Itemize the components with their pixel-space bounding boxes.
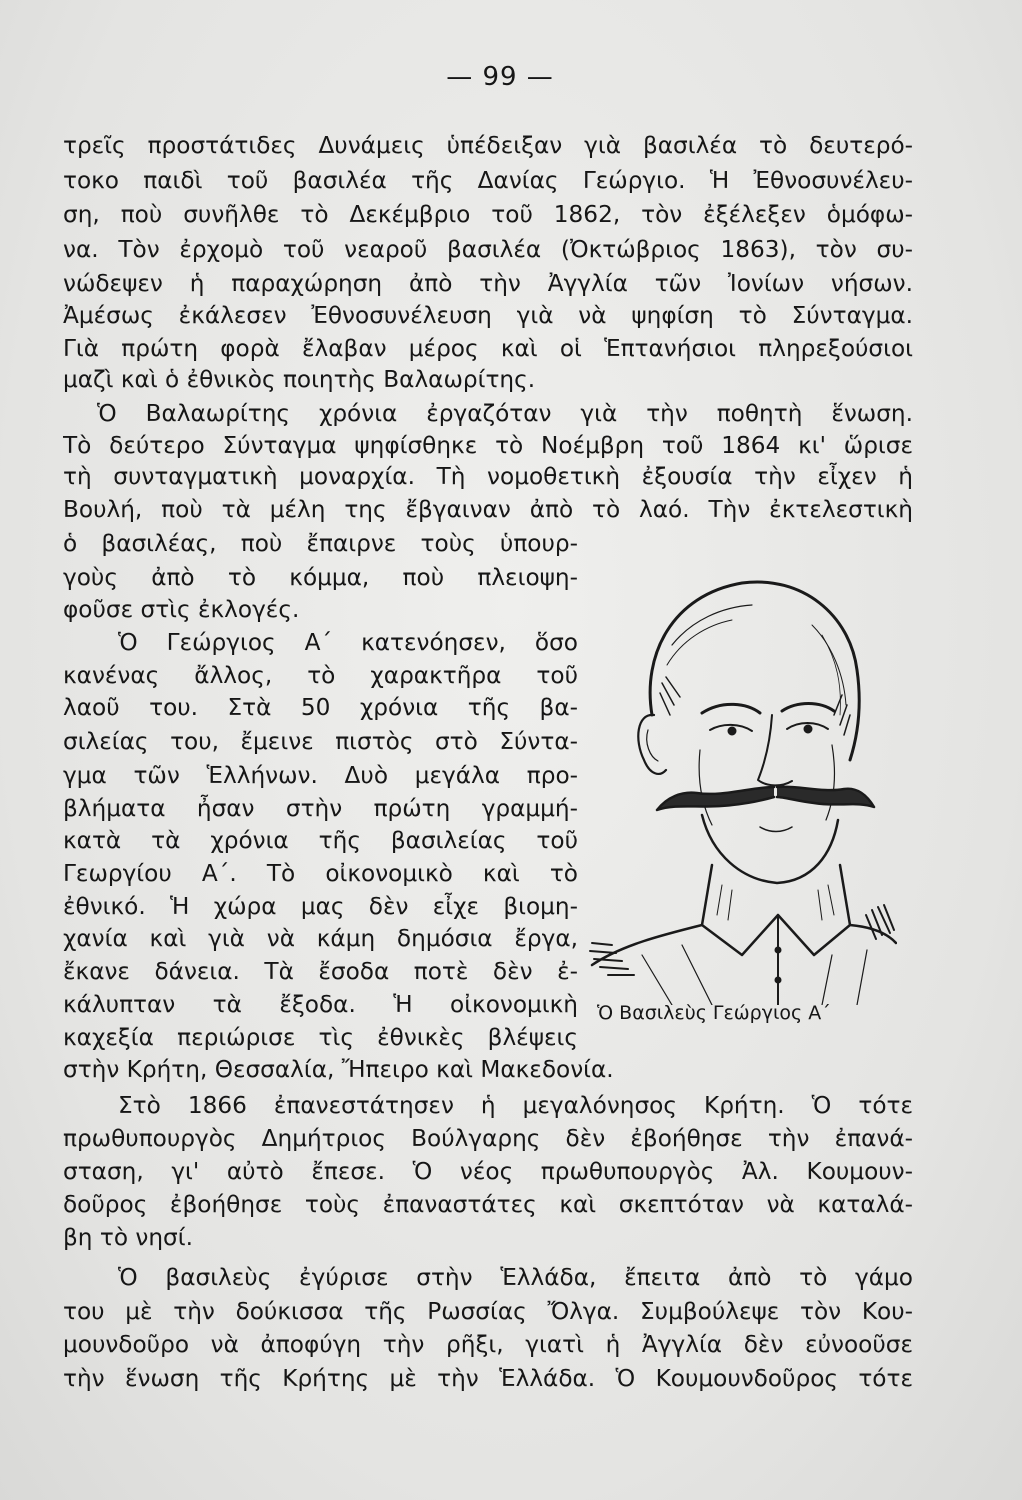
page-number: — 99 — (446, 62, 554, 92)
text-line: νώδεψεν ἡ παραχώρηση ἀπὸ τὴν Ἀγγλία τῶν Ἰονίων νήσων. (63, 270, 913, 297)
text-line: Ὁ Γεώργιος Α΄ κατενόησεν, ὅσο (118, 629, 578, 656)
text-line: πρωθυπουργὸς Δημήτριος Βούλγαρης δὲν ἐβοήθησε τὴν ἐπανά- (63, 1125, 913, 1152)
text-line: τοκο παιδὶ τοῦ βασιλέα τῆς Δανίας Γεώργιο. Ἡ Ἐθνοσυνέλευ- (63, 167, 913, 194)
text-line: Ἀμέσως ἐκάλεσεν Ἐθνοσυνέλευση γιὰ νὰ ψηφίση τὸ Σύνταγμα. (63, 302, 913, 329)
portrait-illustration (582, 565, 897, 1005)
text-line: κανένας ἄλλος, τὸ χαρακτῆρα τοῦ (63, 662, 578, 689)
text-line: μουνδοῦρο νὰ ἀποφύγη τὴν ρῆξι, γιατὶ ἡ Ἀγγλία δὲν εὐνοοῦσε (63, 1331, 913, 1358)
portrait-caption: Ὁ Βασιλεὺς Γεώργιος Α΄ (597, 1002, 831, 1024)
text-line: κάλυπταν τὰ ἔξοδα. Ἡ οἰκονομικὴ (63, 991, 578, 1018)
text-line: γοὺς ἀπὸ τὸ κόμμα, ποὺ πλειοψη- (63, 564, 578, 591)
text-line: μαζὶ καὶ ὁ ἐθνικὸς ποιητὴς Βαλαωρίτης. (63, 366, 536, 393)
text-line: τρεῖς προστάτιδες Δυνάμεις ὑπέδειξαν γιὰ βασιλέα τὸ δευτερό- (63, 132, 913, 159)
text-line: Ὁ βασιλεὺς ἐγύρισε στὴν Ἑλλάδα, ἔπειτα ἀπὸ τὸ γάμο (118, 1264, 913, 1291)
text-line: Στὸ 1866 ἐπανεστάτησεν ἡ μεγαλόνησος Κρήτη. Ὁ τότε (118, 1092, 913, 1119)
text-line: στὴν Κρήτη, Θεσσαλία, Ἤπειρο καὶ Μακεδονία. (63, 1056, 614, 1083)
text-line: ἔκανε δάνεια. Τὰ ἔσοδα ποτὲ δὲν ἐ- (63, 958, 578, 985)
text-line: ὁ βασιλέας, ποὺ ἔπαιρνε τοὺς ὑπουρ- (63, 530, 578, 557)
text-line: δοῦρος ἐβοήθησε τοὺς ἐπαναστάτες καὶ σκεπτόταν νὰ καταλά- (63, 1191, 913, 1218)
text-line: Γιὰ πρώτη φορὰ ἔλαβαν μέρος καὶ οἱ Ἑπτανήσιοι πληρεξούσιοι (63, 335, 913, 362)
text-line: γμα τῶν Ἑλλήνων. Δυὸ μεγάλα προ- (63, 762, 578, 789)
text-line: καχεξία περιώρισε τὶς ἐθνικὲς βλέψεις (63, 1024, 578, 1051)
text-line: Τὸ δεύτερο Σύνταγμα ψηφίσθηκε τὸ Νοέμβρη τοῦ 1864 κι' ὥρισε (63, 432, 913, 459)
text-line: να. Τὸν ἐρχομὸ τοῦ νεαροῦ βασιλέα (Ὀκτώβριος 1863), τὸν συ- (63, 236, 913, 263)
text-line: λαοῦ του. Στὰ 50 χρόνια τῆς βα- (63, 694, 578, 721)
text-line: φοῦσε στὶς ἐκλογές. (63, 596, 300, 623)
text-line: βλήματα ἦσαν στὴν πρώτη γραμμή- (63, 795, 578, 822)
text-line: Βουλή, ποὺ τὰ μέλη της ἔβγαιναν ἀπὸ τὸ λαό. Τὴν ἐκτελεστικὴ (63, 496, 913, 523)
text-line: ἐθνικό. Ἡ χώρα μας δὲν εἶχε βιομη- (63, 893, 578, 920)
text-line: του μὲ τὴν δούκισσα τῆς Ρωσσίας Ὄλγα. Συμβούλεψε τὸν Κου- (63, 1298, 913, 1325)
text-line: βη τὸ νησί. (63, 1224, 193, 1251)
text-line: σταση, γι' αὐτὸ ἔπεσε. Ὁ νέος πρωθυπουργὸς Ἀλ. Κουμουν- (63, 1158, 913, 1185)
text-line: κατὰ τὰ χρόνια τῆς βασιλείας τοῦ (63, 827, 578, 854)
text-line: Ὁ Βαλαωρίτης χρόνια ἐργαζόταν γιὰ τὴν ποθητὴ ἕνωση. (97, 400, 913, 427)
text-line: τὴν ἕνωση τῆς Κρήτης μὲ τὴν Ἑλλάδα. Ὁ Κουμουνδοῦρος τότε (63, 1365, 913, 1392)
text-line: σιλείας του, ἔμεινε πιστὸς στὸ Σύντα- (63, 728, 578, 755)
text-line: χανία καὶ γιὰ νὰ κάμη δημόσια ἔργα, (63, 925, 578, 952)
text-line: ση, ποὺ συνῆλθε τὸ Δεκέμβριο τοῦ 1862, τὸν ἐξέλεξεν ὁμόφω- (63, 201, 913, 228)
text-line: Γεωργίου Α΄. Τὸ οἰκονομικὸ καὶ τὸ (63, 860, 578, 887)
text-line: τὴ συνταγματικὴ μοναρχία. Τὴ νομοθετικὴ ἐξουσία τὴν εἶχεν ἡ (63, 463, 913, 490)
